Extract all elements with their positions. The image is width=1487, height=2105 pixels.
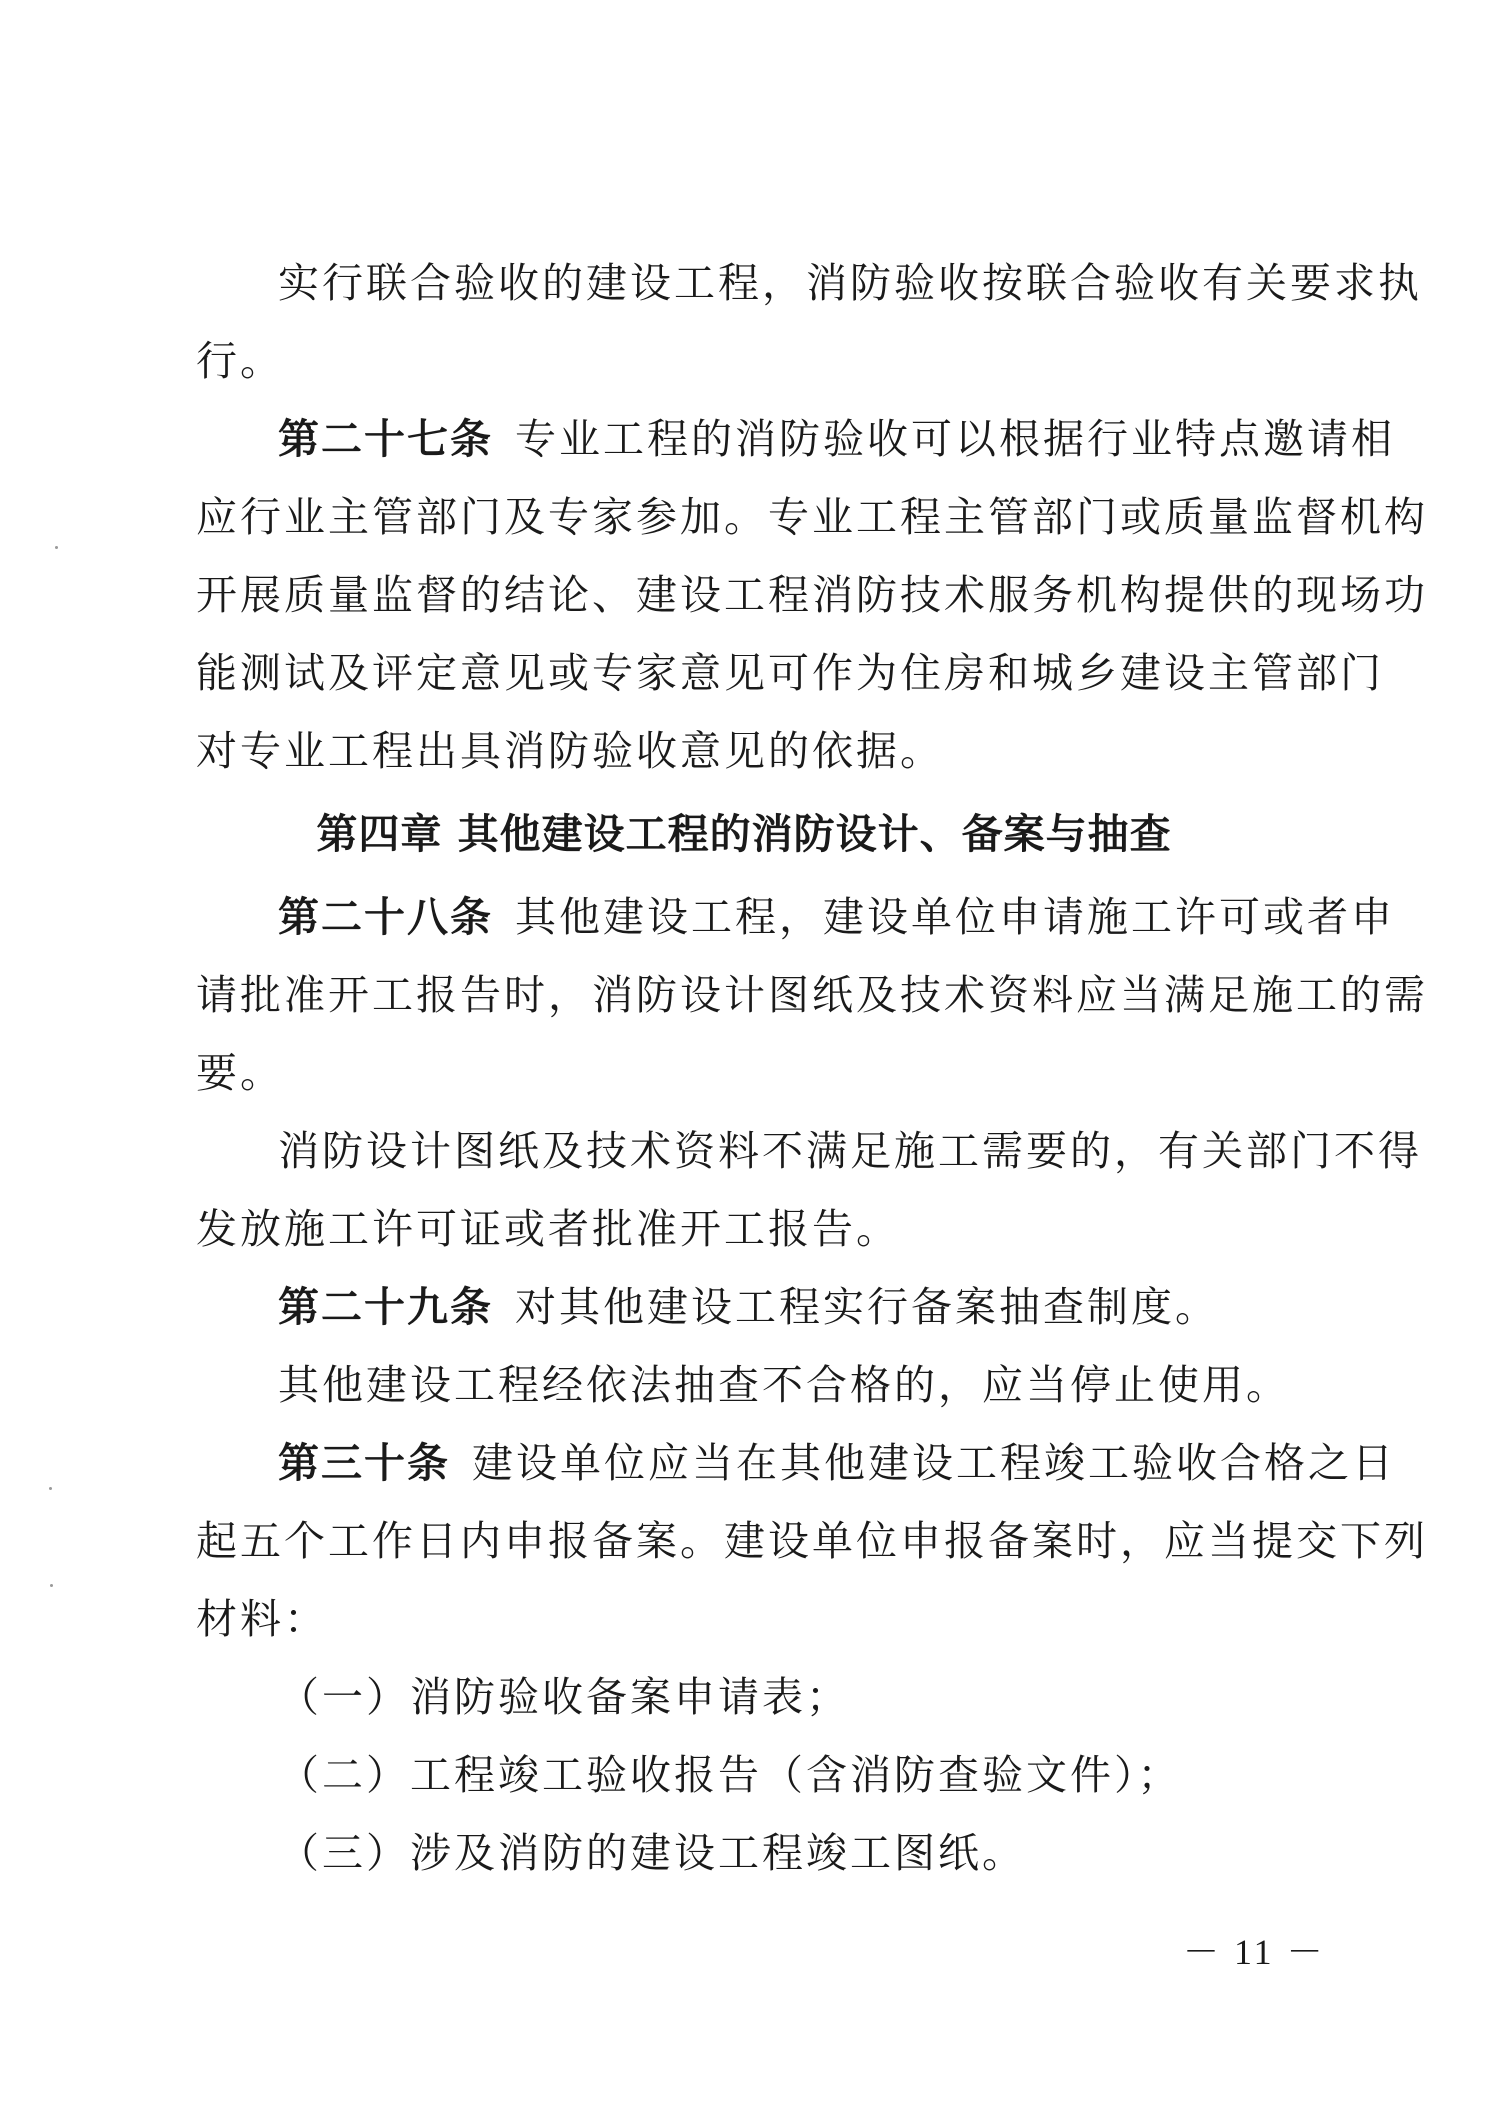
paragraph-first-line [196,1112,1422,1190]
article-line [196,712,1292,790]
line-text: （二）工程竣工验收报告（含消防查验文件）； [278,1751,1182,1799]
article-line [196,478,1428,556]
line-text: 对其他建设工程实行备案抽查制度。 [515,1283,1219,1331]
line-text: （三）涉及消防的建设工程竣工图纸。 [278,1829,1026,1877]
article-number: 第三十条 [278,1439,450,1487]
page-number: － 11 － [1183,1932,1326,1972]
scan-speck [49,1487,52,1490]
line-text: 建设单位应当在其他建设工程竣工验收合格之日 [472,1439,1396,1487]
article-line [196,1034,1292,1112]
line-text: （一）消防验收备案申请表； [278,1673,850,1721]
line-text: 消防设计图纸及技术资料不满足施工需要的，有关部门不得 [278,1127,1422,1175]
article-line [196,634,1384,712]
list-item [196,1658,1292,1736]
article-number: 第二十七条 [278,415,493,463]
line-text: 请批准开工报告时，消防设计图纸及技术资料应当满足施工的需 [196,971,1428,1019]
paragraph-first-line [196,244,1422,322]
line-text: 其他建设工程经依法抽查不合格的，应当停止使用。 [278,1361,1290,1409]
line-text: 起五个工作日内申报备案。建设单位申报备案时，应当提交下列 [196,1517,1428,1565]
line-text: 要。 [196,1049,284,1097]
article-number: 第二十八条 [278,893,493,941]
paragraph-line [196,322,1292,400]
line-text: 应行业主管部门及专家参加。专业工程主管部门或质量监督机构 [196,493,1428,541]
article-number: 第二十九条 [278,1283,493,1331]
line-text: 专业工程的消防验收可以根据行业特点邀请相 [515,415,1395,463]
article-line [196,1502,1428,1580]
line-text: 行。 [196,337,284,385]
chapter-heading: 第四章 其他建设工程的消防设计、备案与抽查 [316,810,1172,858]
list-item [196,1736,1292,1814]
article-first-line [196,1268,1292,1346]
line-text: 发放施工许可证或者批准开工报告。 [196,1205,900,1253]
line-text: 材料： [196,1595,328,1643]
line-text: 开展质量监督的结论、建设工程消防技术服务机构提供的现场功 [196,571,1428,619]
scan-speck [55,546,58,549]
article-first-line [196,878,1395,956]
article-line [196,956,1428,1034]
document-body [196,244,1428,1892]
article-first-line [196,1424,1396,1502]
paragraph-first-line [196,1346,1292,1424]
article-line [196,1580,1292,1658]
article-first-line [196,400,1395,478]
article-line [196,556,1428,634]
line-text: 对专业工程出具消防验收意见的依据。 [196,727,944,775]
line-text: 其他建设工程，建设单位申请施工许可或者申 [515,893,1395,941]
line-text: 实行联合验收的建设工程，消防验收按联合验收有关要求执 [278,259,1422,307]
paragraph-line [196,1190,1292,1268]
line-text: 能测试及评定意见或专家意见可作为住房和城乡建设主管部门 [196,649,1384,697]
scan-speck [50,1584,53,1587]
list-item [196,1814,1292,1892]
